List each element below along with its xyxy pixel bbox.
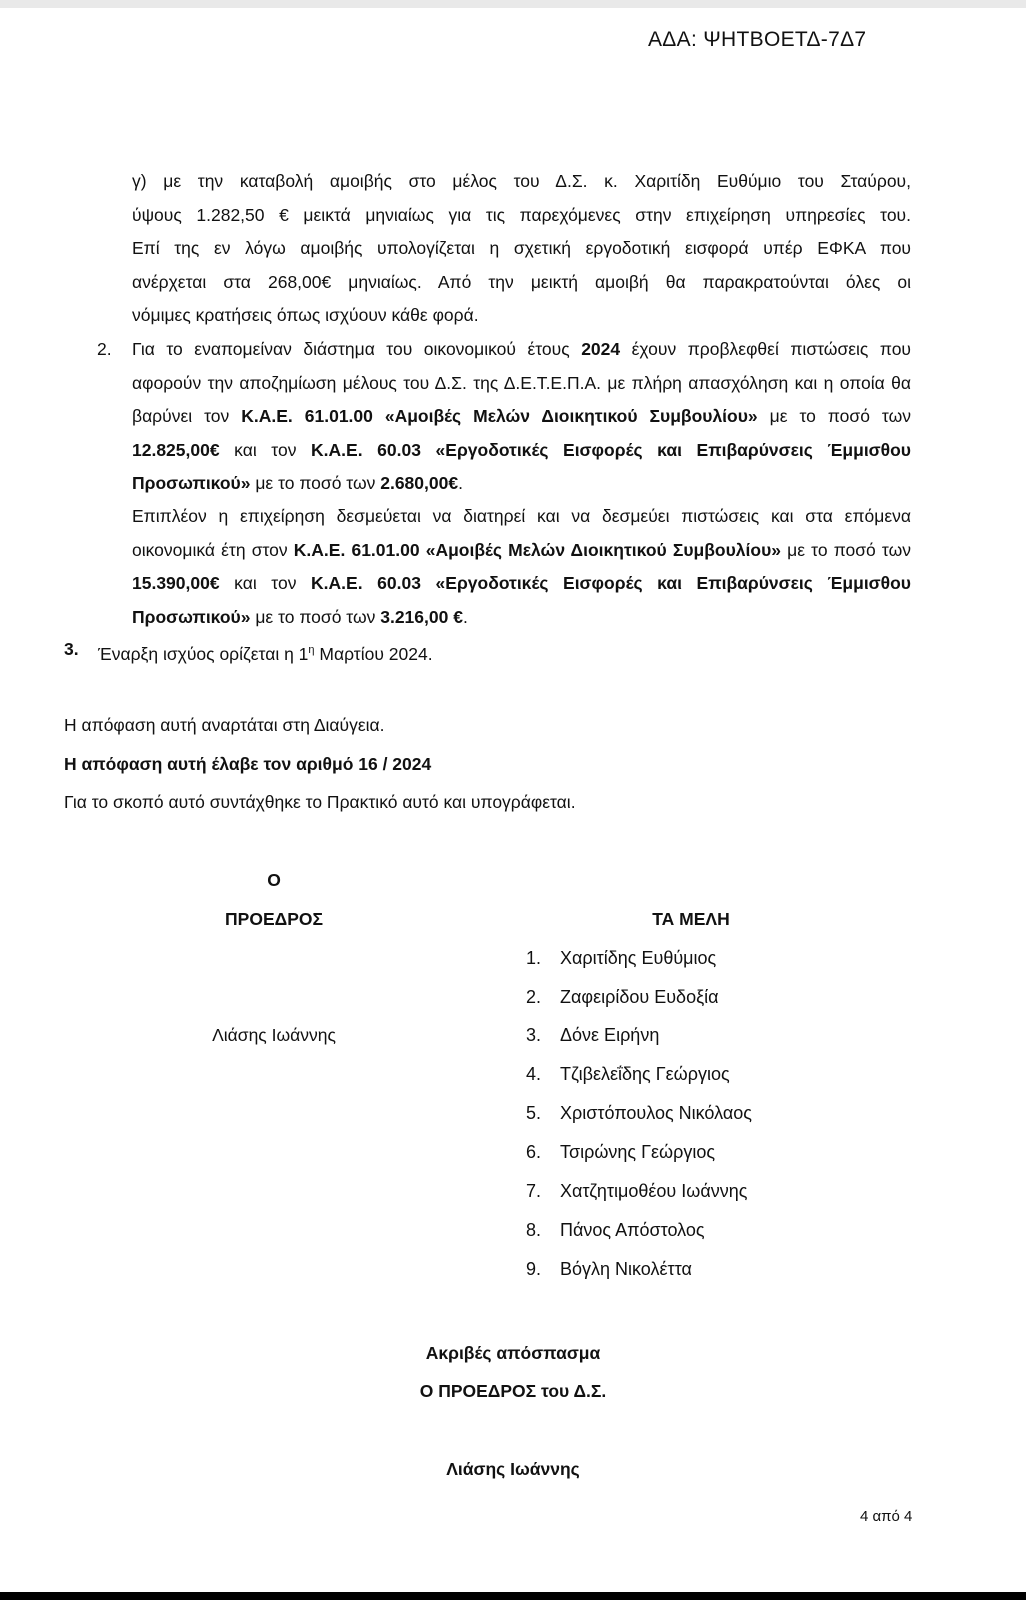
president-article: Ο [267,870,281,890]
item-c-line: ανέρχεται στα 268,00€ μηνιαίως. Από την μεικτή αμοιβή θα παρακρατούνται όλες οι [132,271,911,292]
member-number: 6. [526,1142,542,1162]
text-run: και τον [219,439,312,460]
member-name: Χατζητιμοθέου Ιωάννης [560,1181,748,1201]
member-name: Χριστόπουλος Νικόλαος [560,1103,752,1123]
kae-61-bold: Κ.Α.Ε. 61.01.00 «Αμοιβές Μελών Διοικητικού Συμβουλίου» [241,406,758,426]
year-bold: 2024 [581,339,621,359]
text-run: έχουν προβλεφθεί πιστώσεις που αφορούν την αποζημίωση μέλους του Δ.Σ. της Δ.Ε.Τ.Ε.Π.Α. με πλήρη απασχόληση και η οποία θα βαρύνει τον [132,339,911,426]
item-2-paragraph-2 [132,500,911,634]
member-name: Βόγλη Νικολέττα [560,1259,692,1279]
member-item [526,1178,747,1204]
ada-code: ΑΔΑ: ΨΗΤΒΟΕΤΔ-7Δ7 [648,28,867,51]
member-number: 1. [526,948,542,968]
text-run: . [462,606,468,627]
item-2-number: 2. [97,339,112,359]
text-run: . [458,473,463,493]
item-3-text [98,637,433,667]
superscript: η [308,644,315,656]
bottom-border [0,1592,1026,1600]
signing-statement: Για το σκοπό αυτό συντάχθηκε το Πρακτικό αυτό και υπογράφεται. [64,792,576,812]
member-item [526,984,719,1010]
item-c-line: Επί της εν λόγω αμοιβής υπολογίζεται η σχετική εργοδοτική εισφορά υπέρ ΕΦΚΑ που [132,238,911,258]
extract-role: Ο ΠΡΟΕΔΡΟΣ του Δ.Σ. [419,1381,607,1401]
item-c-line: ύψους 1.282,50 € μεικτά μηνιαίως για τις παρεχόμενες στην επιχείρηση υπηρεσίες του. [132,204,911,225]
text-run: Μαρτίου 2024. [314,643,433,664]
president-title: ΠΡΟΕΔΡΟΣ [225,909,323,929]
member-item [526,1061,730,1087]
member-name: Δόνε Ειρήνη [560,1025,660,1045]
president-name: Λιάσης Ιωάννης [212,1025,336,1045]
member-number: 4. [526,1064,542,1084]
member-number: 7. [526,1181,542,1201]
text-run: με το ποσό των [757,406,911,426]
amount-bold: 3.216,00 € [380,606,463,627]
member-number: 2. [526,987,542,1007]
member-item [526,945,716,971]
extract-title: Ακριβές απόσπασμα [425,1343,601,1363]
amount-bold: 15.390,00€ [132,573,220,593]
member-item [526,1139,715,1165]
member-name: Τσιρώνης Γεώργιος [560,1142,716,1162]
amount-bold: 2.680,00€ [380,473,459,493]
top-border [0,0,1026,8]
member-name: Πάνος Απόστολος [560,1220,705,1240]
page-number: 4 από 4 [860,1508,913,1525]
text-run: Για το εναπομείναν διάστημα του οικονομικού έτους [132,339,582,359]
kae-60-bold: Κ.Α.Ε. 60.03 «Εργοδοτικές Εισφορές και Επιβαρύνσεις Έμμισθου Προσωπικού» [132,573,911,627]
text-run: Έναρξη ισχύος ορίζεται η 1 [98,643,309,664]
text-run: και τον [219,573,312,593]
kae-61-bold: Κ.Α.Ε. 61.01.00 «Αμοιβές Μελών Διοικητικού Συμβουλίου» [293,539,782,560]
members-title: ΤΑ ΜΕΛΗ [652,909,730,929]
item-3-number: 3. [64,639,79,659]
text-run: με το ποσό των [781,539,912,560]
amount-bold: 12.825,00€ [132,439,220,460]
member-item [526,1022,659,1048]
decision-number: Η απόφαση αυτή έλαβε τον αριθμό 16 / 2024 [64,754,432,774]
text-run: με το ποσό των [250,606,381,627]
member-item [526,1217,705,1243]
member-name: Τζιβελεΐδης Γεώργιος [560,1064,730,1084]
member-number: 3. [526,1025,542,1045]
member-number: 5. [526,1103,542,1123]
member-number: 9. [526,1259,542,1279]
member-name: Ζαφειρίδου Ευδοξία [560,987,719,1007]
item-c-paragraph [132,165,911,333]
text-run: με το ποσό των [250,473,381,493]
extract-name: Λιάσης Ιωάννης [446,1459,580,1479]
item-2-paragraph-1 [132,333,911,501]
member-item [526,1100,752,1126]
member-number: 8. [526,1220,542,1240]
member-name: Χαριτίδης Ευθύμιος [560,948,717,968]
text-run: Επιπλέον η επιχείρηση δεσμεύεται να διατηρεί και να δεσμεύει πιστώσεις και στα επόμενα οικονομικά έτη στον [132,506,911,560]
member-item [526,1256,692,1282]
kae-60-bold: Κ.Α.Ε. 60.03 «Εργοδοτικές Εισφορές και Επιβαρύνσεις Έμμισθου Προσωπικού» [132,439,911,493]
item-c-line: νόμιμες κρατήσεις όπως ισχύουν κάθε φορά. [132,305,479,325]
posted-statement: Η απόφαση αυτή αναρτάται στη Διαύγεια. [64,715,385,735]
item-c-line: γ) με την καταβολή αμοιβής στο μέλος του Δ.Σ. κ. Χαριτίδη Ευθύμιο του Σταύρου, [132,171,911,191]
